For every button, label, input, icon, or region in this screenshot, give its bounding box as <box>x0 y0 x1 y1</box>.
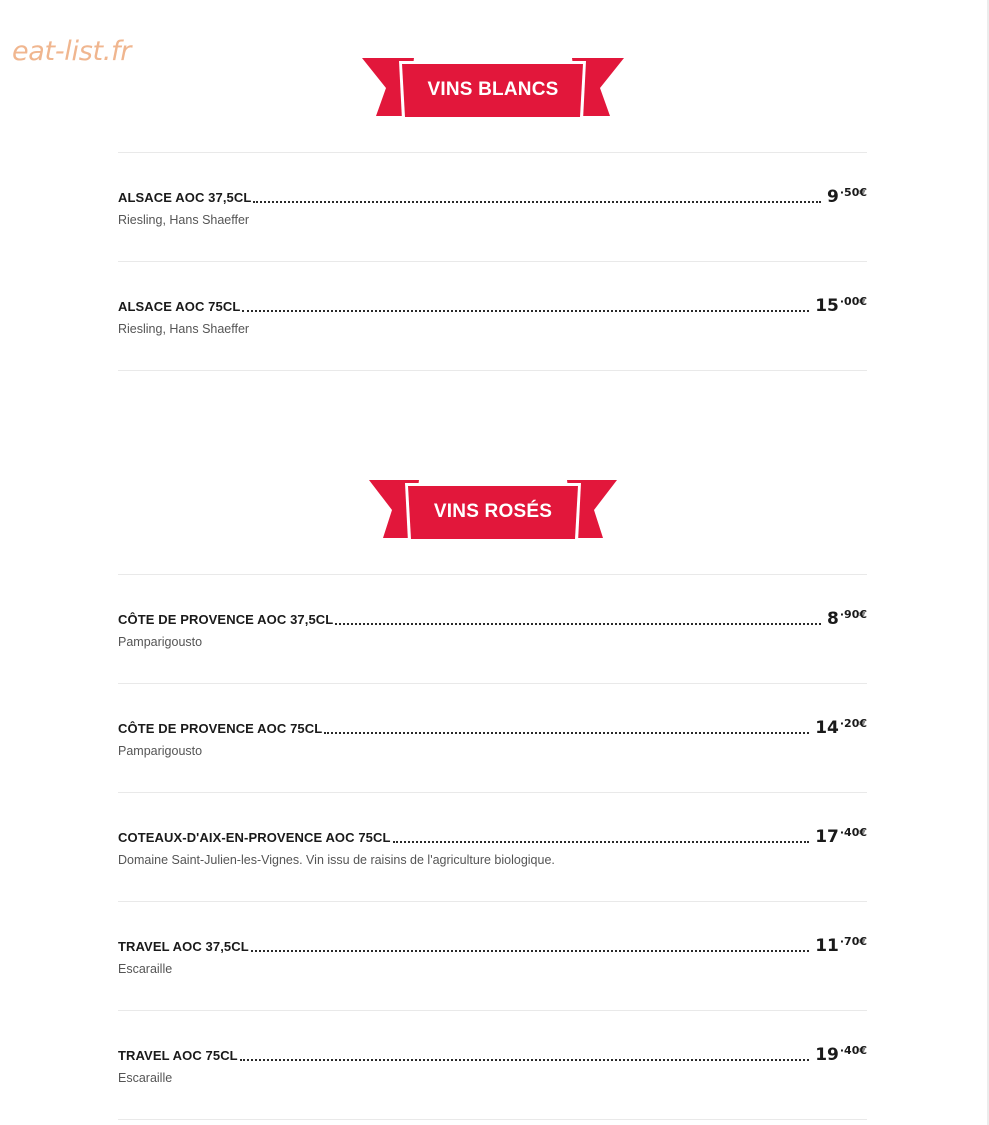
menu-item <box>118 792 867 901</box>
item-price: $11^{\cdot 70€}$ <box>815 935 867 956</box>
menu-item <box>118 574 867 683</box>
menu-item <box>118 901 867 1010</box>
item-price: $9^{\cdot 50€}$ <box>827 186 867 207</box>
item-description: Riesling, Hans Shaeffer <box>118 213 250 227</box>
dot-leader <box>240 1058 809 1061</box>
section-banner-vins-roses <box>369 480 617 544</box>
item-price: $8^{\cdot 90€}$ <box>827 608 867 629</box>
item-name: CÔTE DE PROVENCE AOC 75CL <box>118 721 323 736</box>
divider <box>118 370 867 371</box>
item-name: TRAVEL AOC 75CL <box>118 1048 238 1063</box>
item-price: $19^{\cdot 40€}$ <box>815 1044 867 1065</box>
item-name: COTEAUX-D'AIX-EN-PROVENCE AOC 75CL <box>118 830 391 845</box>
menu-item <box>118 152 867 261</box>
item-description: Riesling, Hans Shaeffer <box>118 322 250 336</box>
item-price: $14^{\cdot 20€}$ <box>815 717 867 738</box>
section-banner-vins-blancs <box>362 58 624 122</box>
menu-item <box>118 261 867 370</box>
item-description: Escaraille <box>118 1071 173 1085</box>
item-price: $15^{\cdot 00€}$ <box>815 295 867 316</box>
item-description: Escaraille <box>118 962 173 976</box>
item-name: TRAVEL AOC 37,5CL <box>118 939 249 954</box>
dot-leader <box>253 200 821 203</box>
item-description: Pamparigousto <box>118 744 203 758</box>
item-name: CÔTE DE PROVENCE AOC 37,5CL <box>118 612 334 627</box>
menu-item <box>118 683 867 792</box>
item-description: Domaine Saint-Julien-les-Vignes. Vin issu de raisins de l'agriculture biologique. <box>118 853 555 867</box>
section-title: VINS BLANCS <box>427 79 559 100</box>
menu-item <box>118 1010 867 1119</box>
dot-leader <box>242 309 809 312</box>
item-price: $17^{\cdot 40€}$ <box>815 826 867 847</box>
dot-leader <box>335 622 821 625</box>
divider <box>118 1119 867 1120</box>
item-name: ALSACE AOC 37,5CL <box>118 190 252 205</box>
watermark: eat-list.fr <box>12 36 132 67</box>
dot-leader <box>251 949 809 952</box>
item-description: Pamparigousto <box>118 635 203 649</box>
item-name: ALSACE AOC 75CL <box>118 299 241 314</box>
dot-leader <box>324 731 809 734</box>
dot-leader <box>393 840 810 843</box>
section-title: VINS ROSÉS <box>433 501 553 522</box>
